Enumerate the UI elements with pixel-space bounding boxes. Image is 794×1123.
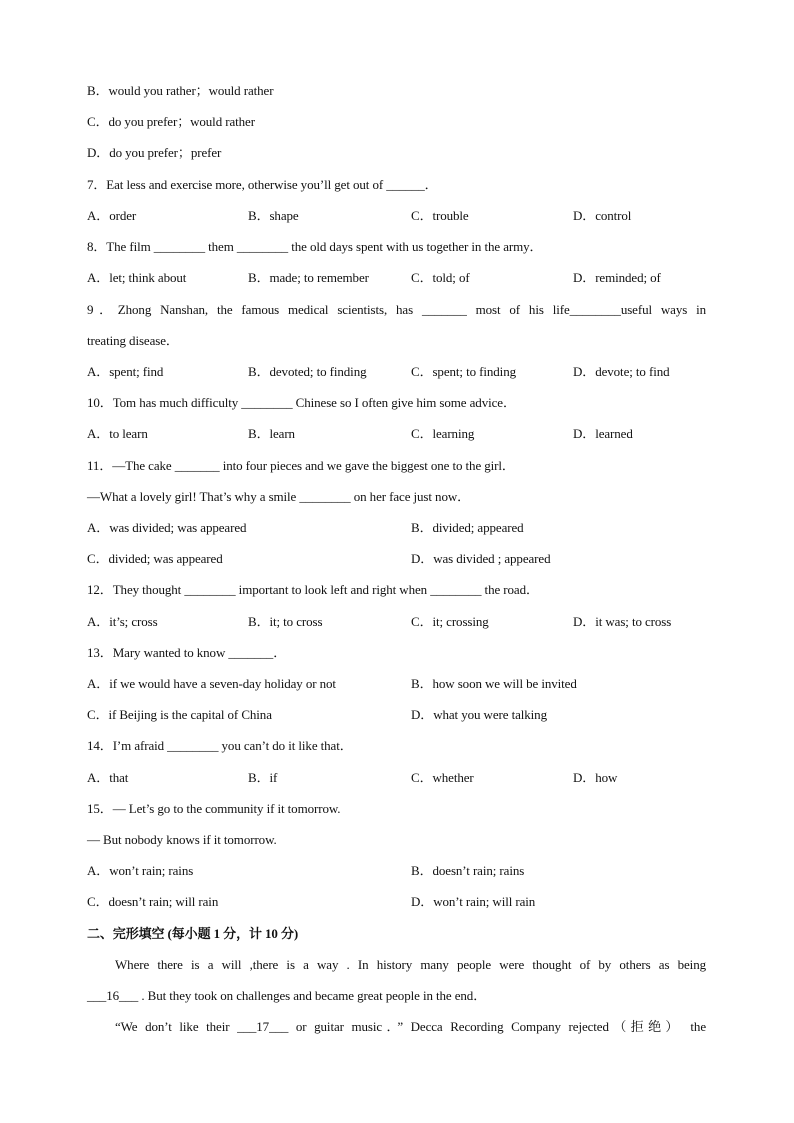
q10-option-d: D．learned bbox=[573, 426, 633, 441]
q10-option-b: B．learn bbox=[248, 426, 295, 441]
q8-options bbox=[87, 270, 706, 286]
q11-option-c: C．divided; was appeared bbox=[87, 551, 223, 566]
q15-option-a: A．won’t rain; rains bbox=[87, 863, 194, 878]
q14-option-d: D．how bbox=[573, 770, 618, 785]
q8-option-a: A．let; think about bbox=[87, 270, 187, 285]
q10-option-a: A．to learn bbox=[87, 426, 148, 441]
q15-option-c: C．doesn’t rain; will rain bbox=[87, 894, 219, 909]
q9-stem: 9．Zhong Nanshan, the famous medical scientists, has _______ most of his life________useful ways in bbox=[87, 302, 706, 317]
q11-options-row1 bbox=[87, 520, 706, 536]
q14-option-c: C．whether bbox=[411, 770, 474, 785]
q7-option-a: A．order bbox=[87, 208, 137, 223]
q10-options bbox=[87, 426, 706, 442]
q15-stem-continued: — But nobody knows if it tomorrow. bbox=[87, 832, 277, 847]
q15-option-b: B．doesn’t rain; rains bbox=[411, 863, 525, 878]
q7-options bbox=[87, 208, 706, 224]
q14-option-a: A．that bbox=[87, 770, 129, 785]
q13-option-c: C．if Beijing is the capital of China bbox=[87, 707, 272, 722]
q13-option-d: D．what you were talking bbox=[411, 707, 547, 722]
q8-stem: 8．The film ________ them ________ the old days spent with us together in the army． bbox=[87, 239, 543, 254]
q6-option-c: C．do you prefer；would rather bbox=[87, 114, 255, 129]
q9-options bbox=[87, 364, 706, 380]
q14-stem: 14．I’m afraid ________ you can’t do it like that． bbox=[87, 738, 353, 753]
q7-option-b: B．shape bbox=[248, 208, 299, 223]
q13-option-a: A．if we would have a seven-day holiday or not bbox=[87, 676, 336, 691]
q12-option-c: C．it; crossing bbox=[411, 614, 489, 629]
q11-stem: 11．—The cake _______ into four pieces and we gave the biggest one to the girl． bbox=[87, 458, 515, 473]
q9-option-a: A．spent; find bbox=[87, 364, 164, 379]
q13-option-b: B．how soon we will be invited bbox=[411, 676, 577, 691]
q11-option-b: B．divided; appeared bbox=[411, 520, 524, 535]
cloze-paragraph-line1: Where there is a will ,there is a way . In history many people were thought of by others as being bbox=[115, 957, 706, 972]
q7-stem: 7．Eat less and exercise more, otherwise you’ll get out of ______． bbox=[87, 177, 438, 192]
q11-option-a: A．was divided; was appeared bbox=[87, 520, 247, 535]
q14-option-b: B．if bbox=[248, 770, 278, 785]
q11-stem-continued: —What a lovely girl! That’s why a smile ________ on her face just now． bbox=[87, 489, 471, 504]
q12-option-d: D．it was; to cross bbox=[573, 614, 672, 629]
q11-options-row2 bbox=[87, 551, 706, 567]
q7-option-d: D．control bbox=[573, 208, 632, 223]
q7-option-c: C．trouble bbox=[411, 208, 469, 223]
q15-stem: 15．— Let’s go to the community if it tomorrow. bbox=[87, 801, 341, 816]
q11-option-d: D．was divided ; appeared bbox=[411, 551, 551, 566]
q6-option-d: D．do you prefer；prefer bbox=[87, 145, 222, 160]
q12-option-a: A．it’s; cross bbox=[87, 614, 158, 629]
q8-option-c: C．told; of bbox=[411, 270, 470, 285]
section-heading-cloze: 二、完形填空 (每小题 1 分，计 10 分) bbox=[87, 926, 299, 941]
q12-stem: 12．They thought ________ important to look left and right when ________ the road． bbox=[87, 582, 539, 597]
q15-option-d: D．won’t rain; will rain bbox=[411, 894, 536, 909]
q8-option-d: D．reminded; of bbox=[573, 270, 661, 285]
q8-option-b: B．made; to remember bbox=[248, 270, 369, 285]
q12-options bbox=[87, 614, 706, 630]
blank-16: ___16___ bbox=[87, 988, 139, 1003]
q9-option-c: C．spent; to finding bbox=[411, 364, 516, 379]
q13-options-row1 bbox=[87, 676, 706, 692]
blank-17: ___17___ bbox=[237, 1019, 289, 1034]
q13-stem: 13．Mary wanted to know _______． bbox=[87, 645, 287, 660]
q9-option-d: D．devote; to find bbox=[573, 364, 670, 379]
cloze-paragraph-line2: ___16___ . But they took on challenges and became great people in the end． bbox=[87, 988, 487, 1003]
cloze-paragraph2-line1: “We don’t like their ___17___ or guitar music．” Decca Recording Company rejected（拒绝） the bbox=[115, 1019, 706, 1034]
q15-options-row2 bbox=[87, 894, 706, 910]
q15-options-row1 bbox=[87, 863, 706, 879]
q9-stem-continued: treating disease． bbox=[87, 333, 179, 348]
q14-options bbox=[87, 770, 706, 786]
q10-stem: 10．Tom has much difficulty ________ Chinese so I often give him some advice． bbox=[87, 395, 516, 410]
q13-options-row2 bbox=[87, 707, 706, 723]
q10-option-c: C．learning bbox=[411, 426, 475, 441]
q12-option-b: B．it; to cross bbox=[248, 614, 323, 629]
q6-option-b: B．would you rather；would rather bbox=[87, 83, 274, 98]
q9-option-b: B．devoted; to finding bbox=[248, 364, 367, 379]
